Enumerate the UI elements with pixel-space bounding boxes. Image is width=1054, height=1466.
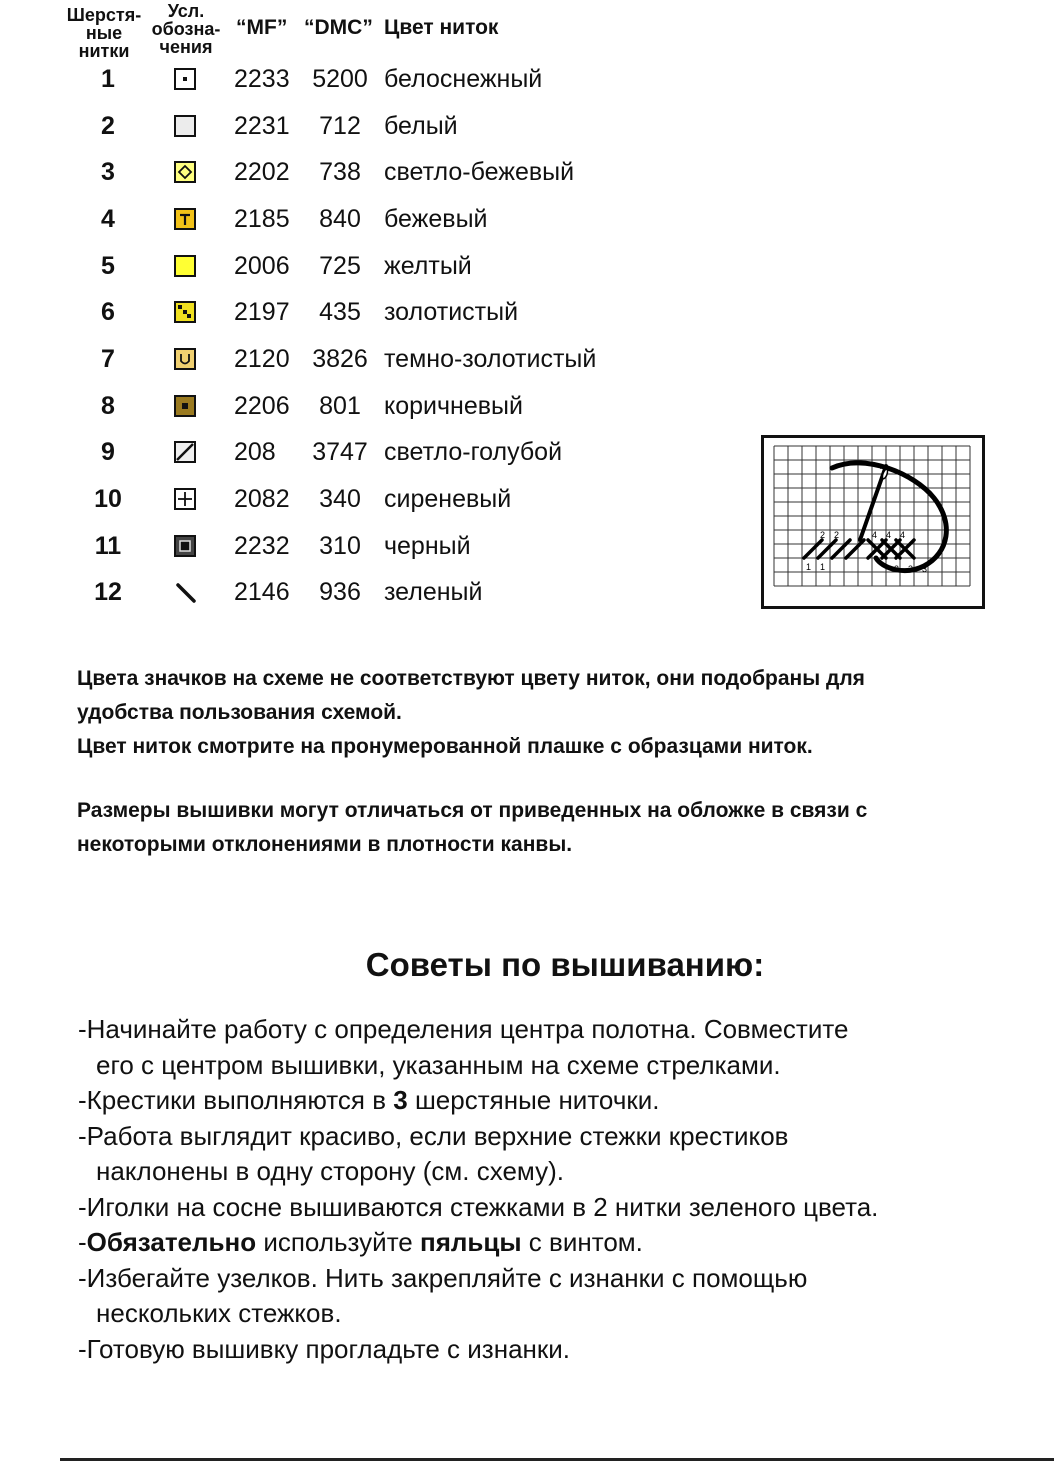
note-embroidery-size: Размеры вышивки могут отличаться от приведенных на обложке в связи с некоторыми отклонениями в плотности канвы.	[77, 799, 868, 856]
plain-square-icon	[174, 115, 196, 137]
note-symbol-colors: Цвета значков на схеме не соответствуют цвету ниток, они подобраны для удобства пользования схемой. Цвет ниток смотрите на пронумерованной плашке с образцами ниток.	[77, 667, 865, 758]
legend-number: 5	[101, 252, 115, 280]
backslash-line-icon	[174, 581, 196, 603]
stitch-order-label: 1	[820, 562, 826, 572]
legend-mf-code: 2082	[234, 485, 290, 513]
tip-direction: -Работа выглядит красиво, если верхние стежки крестиков	[78, 1120, 789, 1151]
t-letter-icon	[174, 208, 196, 230]
stitch-order-label: 3	[922, 564, 928, 574]
legend-mf-code: 2006	[234, 252, 290, 280]
stitch-order-label: 4	[886, 530, 892, 540]
legend-color-name: золотистый	[384, 298, 519, 326]
legend-mf-code: 2185	[234, 205, 290, 233]
legend-row	[0, 435, 700, 469]
legend-color-name: черный	[384, 532, 471, 560]
legend-mf-code: 2231	[234, 112, 290, 140]
stitch-order-label: 3	[894, 564, 900, 574]
legend-number: 7	[101, 345, 115, 373]
legend-row	[0, 295, 700, 329]
header-wool-threads: Шерстя- ные нитки	[66, 5, 142, 61]
stitch-order-label: 2	[820, 530, 826, 540]
legend-number: 8	[101, 392, 115, 420]
legend-mf-code: 2206	[234, 392, 290, 420]
header-thread-color: Цвет ниток	[384, 16, 499, 39]
legend-number: 1	[101, 65, 115, 93]
tip-knots-cont: нескольких стежков.	[96, 1298, 342, 1328]
legend-color-name: сиреневый	[384, 485, 512, 513]
inner-square-icon	[174, 535, 196, 557]
stitch-order-label: 1	[806, 562, 812, 572]
legend-number: 3	[101, 158, 115, 186]
legend-color-name: светло-бежевый	[384, 158, 575, 186]
legend-dmc-code: 801	[319, 392, 361, 420]
tip-ironing: -Готовую вышивку прогладьте с изнанки.	[78, 1333, 571, 1364]
legend-row	[0, 62, 700, 96]
tip-center: -Начинайте работу с определения центра полотна. Совместите	[78, 1014, 849, 1044]
cross-stitch-needle-diagram	[761, 435, 985, 609]
legend-number: 6	[101, 298, 115, 326]
filled-dot-icon	[174, 395, 196, 417]
stitch-order-label: 4	[900, 530, 906, 540]
tip-threads: -Крестики выполняются в 3 шерстяные ниточки.	[78, 1085, 660, 1115]
legend-dmc-code: 725	[319, 252, 361, 280]
header-symbols: Усл. обозна- чения	[151, 1, 221, 57]
legend-color-name: желтый	[384, 252, 472, 280]
stitch-order-label: 3	[908, 564, 914, 574]
legend-dmc-code: 936	[319, 578, 361, 606]
legend-row	[0, 389, 700, 423]
diagonal-slash-icon	[174, 441, 196, 463]
diamond-circle-icon	[174, 161, 196, 183]
legend-mf-code: 2233	[234, 65, 290, 93]
legend-color-name: белоснежный	[384, 65, 543, 93]
legend-color-name: бежевый	[384, 205, 488, 233]
legend-row	[0, 529, 700, 563]
legend-mf-code: 2146	[234, 578, 290, 606]
legend-dmc-code: 738	[319, 158, 361, 186]
legend-row	[0, 575, 700, 609]
tips-list	[78, 1012, 1048, 1367]
header-mf: “MF”	[236, 16, 288, 39]
legend-row	[0, 155, 700, 189]
tip-direction-cont: наклонены в одну сторону (см. схему).	[96, 1156, 564, 1186]
legend-color-name: темно-золотистый	[384, 345, 597, 373]
legend-dmc-code: 310	[319, 532, 361, 560]
stitch-order-label: 4	[872, 530, 878, 540]
legend-number: 12	[94, 578, 122, 606]
legend-dmc-code: 340	[319, 485, 361, 513]
legend-number: 11	[94, 532, 122, 560]
legend-row	[0, 202, 700, 236]
needle-stitch-icon	[764, 438, 982, 606]
legend-dmc-code: 5200	[312, 65, 368, 93]
legend-color-name: коричневый	[384, 392, 523, 420]
legend-dmc-code: 840	[319, 205, 361, 233]
legend-dmc-code: 712	[319, 112, 361, 140]
legend-row	[0, 482, 700, 516]
legend-mf-code: 2197	[234, 298, 290, 326]
tip-center-cont: его с центром вышивки, указанным на схеме стрелками.	[96, 1049, 781, 1080]
tip-knots: -Избегайте узелков. Нить закрепляйте с изнанки с помощью	[78, 1262, 808, 1293]
u-letter-icon	[174, 348, 196, 370]
legend-mf-code: 2120	[234, 345, 290, 373]
header-dmc: “DMC”	[304, 16, 373, 39]
legend-number: 10	[94, 485, 122, 513]
tips-title: Советы по вышиванию:	[365, 946, 765, 983]
legend-row	[0, 342, 700, 376]
stitch-order-label: 2	[834, 530, 840, 540]
plus-square-icon	[174, 488, 196, 510]
legend-number: 4	[101, 205, 115, 233]
legend-dmc-code: 3826	[312, 345, 368, 373]
legend-color-name: светло-голубой	[384, 438, 563, 466]
legend-row	[0, 109, 700, 143]
legend-row	[0, 249, 700, 283]
legend-number: 9	[101, 438, 115, 466]
legend-color-name: белый	[384, 112, 458, 140]
plain-square-icon	[174, 255, 196, 277]
bottom-divider	[60, 1458, 1054, 1461]
legend-mf-code: 208	[234, 438, 276, 466]
diagonal-dots-icon	[174, 301, 196, 323]
legend-dmc-code: 435	[319, 298, 361, 326]
legend-dmc-code: 3747	[312, 438, 368, 466]
tip-needles: -Иголки на сосне вышиваются стежками в 2 нитки зеленого цвета.	[78, 1191, 879, 1222]
dot-square-icon	[174, 68, 196, 90]
legend-number: 2	[101, 112, 115, 140]
legend-mf-code: 2232	[234, 532, 290, 560]
legend-mf-code: 2202	[234, 158, 290, 186]
legend-color-name: зеленый	[384, 578, 483, 606]
tip-hoop: -Обязательно используйте пяльцы с винтом.	[78, 1227, 643, 1257]
